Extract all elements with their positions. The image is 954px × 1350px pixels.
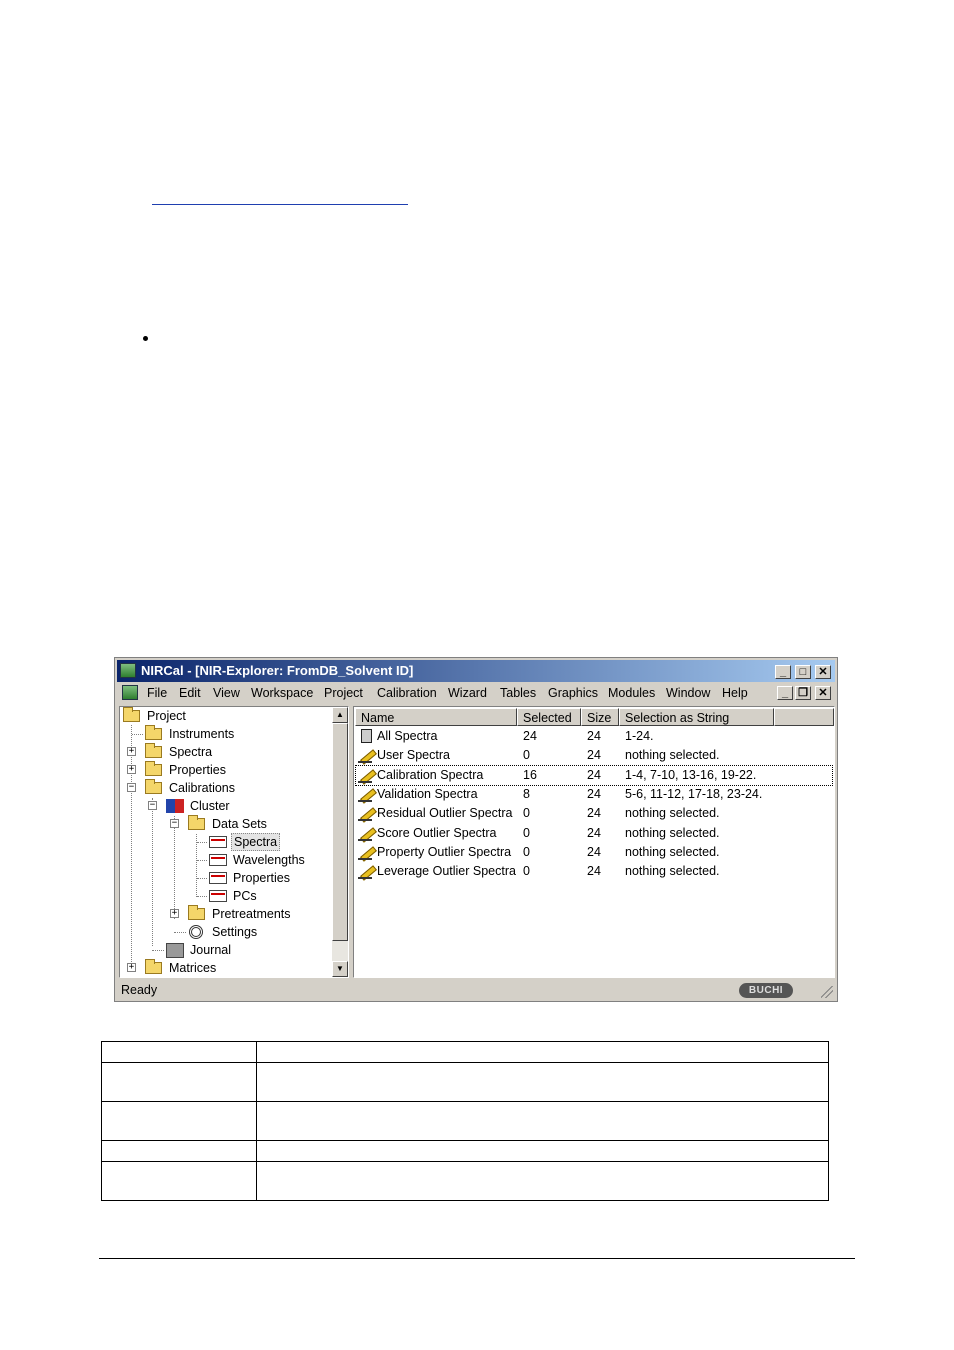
menu-window[interactable]: Window — [666, 686, 711, 700]
menu-help[interactable]: Help — [722, 686, 748, 700]
footer-rule — [99, 1258, 855, 1259]
journal-icon — [166, 943, 184, 958]
expand-icon[interactable]: + — [128, 746, 135, 756]
row-selection-string: 1-24. — [625, 729, 654, 743]
row-selection-string: 1-4, 7-10, 13-16, 19-22. — [625, 767, 757, 782]
row-name: All Spectra — [377, 729, 438, 743]
row-size: 24 — [587, 729, 601, 743]
tree-scrollbar[interactable] — [332, 707, 348, 977]
row-size: 24 — [587, 767, 601, 782]
row-name: Score Outlier Spectra — [377, 825, 497, 840]
row-size: 24 — [587, 825, 601, 840]
mdi-restore-button[interactable]: ❐ — [795, 686, 811, 700]
table-row[interactable] — [356, 862, 832, 881]
row-selected: 16 — [523, 767, 537, 782]
column-header-selected[interactable]: Selected — [517, 708, 581, 726]
column-header-size[interactable]: Size — [581, 708, 619, 726]
table-row[interactable] — [356, 766, 832, 785]
spectra-list[interactable] — [353, 706, 835, 978]
scroll-up-button[interactable]: ▲ — [332, 707, 348, 723]
mdi-close-button[interactable]: ✕ — [815, 686, 831, 700]
close-button[interactable]: ✕ — [815, 665, 831, 679]
status-text: Ready — [121, 983, 158, 997]
menu-view[interactable]: View — [213, 686, 240, 700]
row-size: 24 — [587, 844, 601, 859]
row-size: 24 — [587, 864, 601, 879]
row-name: Property Outlier Spectra — [377, 844, 512, 859]
pencil-icon — [358, 806, 375, 821]
pencil-icon — [358, 768, 375, 783]
app-icon — [120, 663, 136, 678]
row-selected: 24 — [523, 729, 537, 743]
resize-grip[interactable] — [821, 986, 833, 998]
folder-icon — [145, 746, 162, 758]
table-row — [102, 1063, 829, 1102]
spectrum-chart-icon — [209, 872, 227, 884]
menu-edit[interactable]: Edit — [179, 686, 201, 700]
row-selected: 0 — [523, 825, 530, 840]
buchi-logo: BUCHI — [739, 983, 793, 998]
table-row — [102, 1042, 829, 1063]
table-row[interactable] — [356, 804, 832, 823]
column-header-selection-string[interactable]: Selection as String — [619, 708, 774, 726]
row-selected: 0 — [523, 806, 530, 821]
row-size: 24 — [587, 806, 601, 821]
pencil-icon — [358, 826, 375, 841]
cluster-icon — [166, 799, 184, 813]
row-selected: 0 — [523, 844, 530, 859]
table-row[interactable] — [356, 824, 832, 843]
table-row[interactable] — [356, 785, 832, 804]
hyperlink-underline[interactable] — [152, 204, 408, 205]
menu-wizard[interactable]: Wizard — [448, 686, 487, 700]
pencil-icon — [358, 845, 375, 860]
row-size: 24 — [587, 786, 601, 801]
row-selected: 0 — [523, 864, 530, 879]
row-selection-string: nothing selected. — [625, 864, 720, 879]
expand-icon[interactable]: + — [128, 764, 135, 774]
table-row — [102, 1141, 829, 1162]
expand-icon[interactable]: + — [171, 908, 178, 918]
row-size: 24 — [587, 748, 601, 763]
folder-icon — [145, 962, 162, 974]
description-table — [101, 1041, 829, 1201]
row-name: Leverage Outlier Spectra — [377, 864, 516, 879]
project-tree[interactable]: Project Instruments + Spectra + Properties − Calibrations − Cluster − Data Sets Spectra Wavelengths Properties PCs + Pretreatments Settings Journal + Matrices ▲ ▼ — [119, 706, 349, 978]
row-selected: 8 — [523, 786, 530, 801]
row-selection-string: nothing selected. — [625, 806, 720, 821]
pencil-icon — [358, 787, 375, 802]
row-name: Validation Spectra — [377, 786, 478, 801]
row-selection-string: nothing selected. — [625, 844, 720, 859]
scroll-down-button[interactable]: ▼ — [332, 961, 348, 977]
collapse-icon[interactable]: − — [149, 800, 156, 810]
menu-modules[interactable]: Modules — [608, 686, 656, 700]
table-row — [102, 1162, 829, 1201]
status-bar — [117, 980, 835, 1000]
row-name: User Spectra — [377, 748, 450, 763]
document-icon[interactable] — [122, 685, 138, 700]
menu-bar — [117, 683, 835, 703]
pencil-icon — [358, 748, 375, 763]
spectrum-chart-icon — [209, 854, 227, 866]
menu-file[interactable]: File — [147, 686, 168, 700]
folder-open-icon — [145, 782, 162, 794]
collapse-icon[interactable]: − — [171, 818, 178, 828]
row-selected: 0 — [523, 748, 530, 763]
lock-icon — [361, 729, 372, 743]
folder-icon — [145, 764, 162, 776]
table-row — [102, 1102, 829, 1141]
expand-icon[interactable]: + — [128, 962, 135, 972]
nircal-window — [114, 657, 838, 1002]
menu-calibration[interactable]: Calibration — [377, 686, 437, 700]
mdi-minimize-button[interactable]: _ — [777, 686, 793, 700]
folder-open-icon — [123, 710, 140, 722]
table-row[interactable] — [356, 843, 832, 862]
spectrum-chart-icon — [209, 890, 227, 902]
table-row[interactable] — [356, 746, 832, 765]
folder-open-icon — [188, 818, 205, 830]
gear-icon — [189, 925, 203, 939]
bullet-point — [143, 336, 148, 341]
menu-workspace[interactable]: Workspace — [251, 686, 314, 700]
row-selection-string: 5-6, 11-12, 17-18, 23-24. — [625, 786, 763, 801]
table-row[interactable] — [356, 727, 832, 746]
collapse-icon[interactable]: − — [128, 782, 135, 792]
row-selection-string: nothing selected. — [625, 825, 720, 840]
scroll-thumb[interactable] — [332, 723, 348, 941]
menu-project[interactable]: Project — [324, 686, 363, 700]
folder-icon — [188, 908, 205, 920]
folder-icon — [145, 728, 162, 740]
maximize-button[interactable]: □ — [795, 665, 811, 679]
minimize-button[interactable]: _ — [775, 665, 791, 679]
row-name: Residual Outlier Spectra — [377, 806, 513, 821]
menu-tables[interactable]: Tables — [500, 686, 537, 700]
row-selection-string: nothing selected. — [625, 748, 720, 763]
row-name: Calibration Spectra — [377, 767, 484, 782]
pencil-icon — [358, 864, 375, 879]
spectrum-chart-icon — [209, 836, 227, 848]
title-bar[interactable] — [117, 660, 835, 682]
column-header-blank — [774, 708, 834, 726]
menu-graphics[interactable]: Graphics — [548, 686, 599, 700]
window-title: NIRCal - [NIR-Explorer: FromDB_Solvent ID] — [141, 663, 414, 678]
column-header-name[interactable]: Name — [355, 708, 517, 726]
